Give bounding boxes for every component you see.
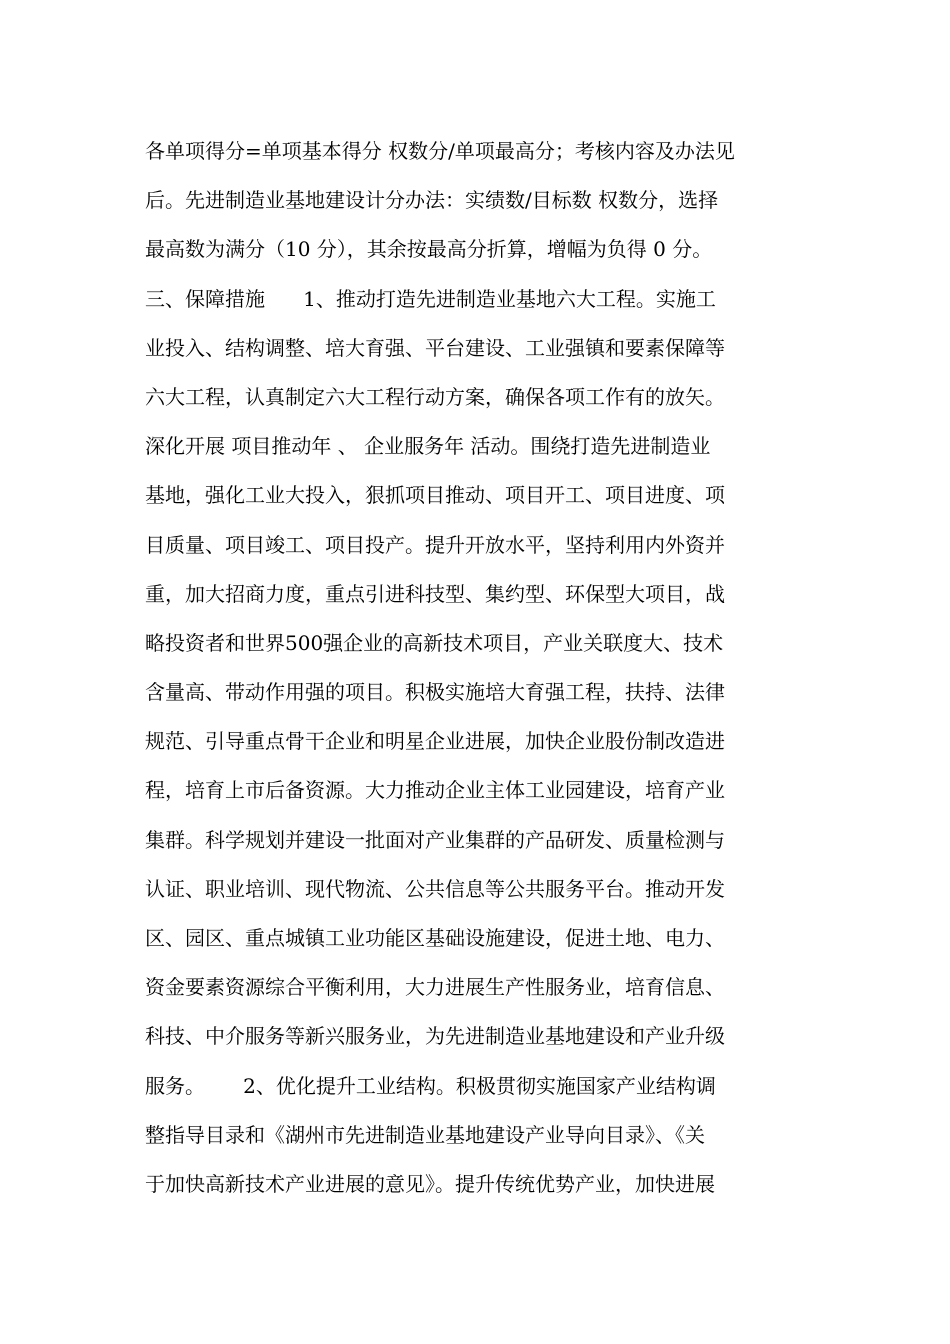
text-line: 规范、引导重点骨干企业和明星企业进展，加快企业股份制改造进 — [145, 729, 725, 754]
body-text — [145, 127, 810, 1209]
text-line: 目质量、项目竣工、项目投产。提升开放水平，坚持利用内外资并 — [145, 532, 725, 557]
text-line: 资金要素资源综合平衡利用，大力进展生产性服务业，培育信息、 — [145, 975, 725, 1000]
text-line: 程，培育上市后备资源。大力推动企业主体工业园建设，培育产业 — [145, 778, 725, 803]
text-line: 服务。 2、优化提升工业结构。积极贯彻实施国家产业结构调 — [145, 1073, 716, 1098]
text-line: 业投入、结构调整、培大育强、平台建设、工业强镇和要素保障等 — [145, 335, 725, 360]
text-line: 六大工程，认真制定六大工程行动方案，确保各项工作有的放矢。 — [145, 384, 725, 409]
text-line: 略投资者和世界500强企业的高新技术项目，产业关联度大、技术 — [145, 630, 724, 655]
text-line: 重，加大招商力度，重点引进科技型、集约型、环保型大项目，战 — [145, 581, 725, 606]
text-line: 于加快高新技术产业进展的意见》。提升传统优势产业，加快进展 — [145, 1171, 715, 1196]
text-line: 最高数为满分（10 分），其余按最高分折算，增幅为负得 0 分。 — [145, 237, 713, 262]
text-line: 后。先进制造业基地建设计分办法：实绩数/目标数 权数分，选择 — [145, 188, 719, 213]
text-line: 集群。科学规划并建设一批面对产业集群的产品研发、质量检测与 — [145, 827, 725, 852]
text-line: 各单项得分=单项基本得分 权数分/单项最高分；考核内容及办法见 — [145, 139, 735, 163]
text-line: 深化开展 项目推动年 、 企业服务年 活动。围绕打造先进制造业 — [145, 434, 711, 459]
text-line: 整指导目录和《湖州市先进制造业基地建设产业导向目录》、《关 — [145, 1122, 705, 1147]
text-line: 三、保障措施 1、推动打造先进制造业基地六大工程。实施工 — [145, 286, 716, 311]
text-line: 科技、中介服务等新兴服务业，为先进制造业基地建设和产业升级 — [145, 1024, 725, 1049]
text-line: 区、园区、重点城镇工业功能区基础设施建设，促进土地、电力、 — [145, 926, 725, 950]
text-line: 含量高、带动作用强的项目。积极实施培大育强工程，扶持、法律 — [145, 680, 725, 705]
text-line: 认证、职业培训、现代物流、公共信息等公共服务平台。推动开发 — [145, 876, 725, 901]
text-line: 基地，强化工业大投入，狠抓项目推动、项目开工、项目进度、项 — [145, 483, 725, 508]
